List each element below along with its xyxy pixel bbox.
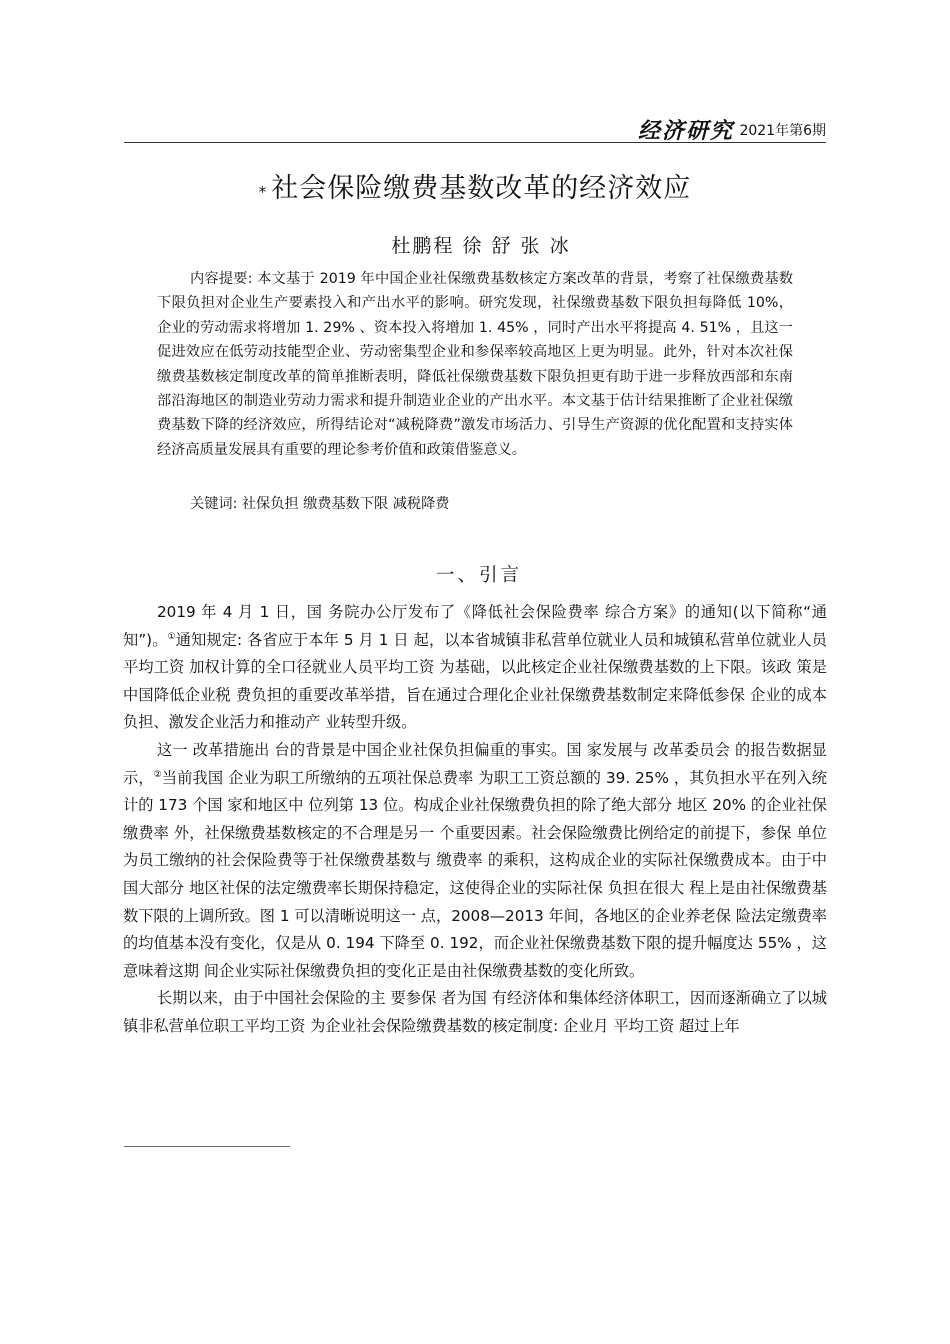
- paragraph-text: 长期以来，由于中国社会保险的主 要参保 者为国 有经济体和集体经济体职工，因而逐渐确立了以城镇非私营单位职工平均工资 为企业社会保险缴费基数的核定制度: 企业月 平均工资 超过上年: [123, 989, 827, 1035]
- paragraph-text: 通知规定: 各省应于本年 5 月 1 日 起，以本省城镇非私营单位就业人员和城镇私营单位就业人员平均工资 加权计算的全口径就业人员平均工资 为基础，以此核定企业社保缴费基数的上下限。该政 策是中国降低企业税 费负担的重要改革举措，旨在通过合理化企业社保缴费基数制定来降低参保 企业的成本负担、激发企业活力和推动产 业转型升级。: [123, 630, 827, 732]
- article-title: [0, 166, 950, 205]
- footnote-ref: ①: [167, 631, 176, 642]
- keywords: [190, 492, 450, 516]
- abstract: [157, 267, 793, 462]
- article-title-text: 社会保险缴费基数改革的经济效应: [271, 173, 692, 204]
- keywords-text: 社保负担 缴费基数下限 减税降费: [237, 496, 450, 512]
- paragraph-text: 这一 改革措施出 台的背景是中国企业社保负担偏重的事实。国 家发展与 改革委员会 的报告数据显示，: [123, 740, 827, 787]
- paragraph: [123, 737, 827, 985]
- title-footnote-mark: *: [258, 183, 268, 201]
- abstract-label: 内容提要:: [190, 271, 253, 287]
- author-list: 杜鹏程 徐 舒 张 冰: [391, 235, 571, 257]
- paragraph: [123, 599, 827, 737]
- header-rule: [124, 142, 826, 143]
- paragraph: [123, 985, 827, 1040]
- paragraph-text: 当前我国 企业为职工所缴纳的五项社保总费率 为职工工资总额的 39. 25% ，其负担水平在列入统 计的 173 个国 家和地区中 位列第 13 位。构成企业社保缴费负担的除了绝大部分 地区 20% 的企业社保缴费率 外，社保缴费基数核定的不合理是另一 个重要因素。社会保险缴费比例给定的前提下，参保 单位为员工缴纳的社会保险费等于社保缴费基数与 缴费率 的乘积，这构成企业的实际社保缴费成本。由于中国大部分 地区社保的法定缴费率长期保持稳定，这使得企业的实际社保 负担在很大 程上是由社保缴费基数下限的上调所致。图 1 可以清晰说明这一 点，2008—2013 年间，各地区的企业养老保 险法定缴费率 的均值基本没有变化，仅是从 0. 194 下降至 0. 192，而企业社保缴费基数下限的提升幅度达 55% ，这意味着这期 间企业实际社保缴费负担的变化正是由社保缴费基数的变化所致。: [123, 768, 827, 980]
- footnote-rule: [124, 1146, 290, 1147]
- footnote-ref: ②: [153, 769, 162, 780]
- body-text: [123, 599, 827, 1041]
- running-header: [124, 112, 826, 142]
- section-heading: 一、引言: [435, 565, 522, 586]
- abstract-text: 本文基于 2019 年中国企业社保缴费基数核定方案改革的背景，考察了社保缴费基数下限负担对企业生产要素投入和产出水平的影响。研究发现，社保缴费基数下限负担每降低 10%， 企业的劳动需求将增加 1. 29% 、资本投入将增加 1. 45% ，同时产出水平将提高 4. 51% ，且这一促进效应在低劳动技能型企业、劳动密集型企业和参保率较高地区上更为明显。此外，针对本次社保缴费基数核定制度改革的简单推断表明，降低社保缴费基数下限负担更有助于进一步释放西部和东南部沿海地区的制造业劳动力需求和提升制造业企业的产出水平。本文基于估计结果推断了企业社保缴费基数下降的经济效应，所得结论对“减税降费”激发市场活力、引导生产资源的优化配置和支持实体经济高质量发展具有重要的理论参考价值和政策借鉴意义。: [157, 271, 794, 458]
- issue-label: 2021年第6期: [739, 123, 826, 139]
- journal-logo: 经济研究: [637, 118, 734, 144]
- keywords-label: 关键词:: [190, 496, 238, 512]
- paragraph-text: 2019 年 4 月 1 日，国 务院办公厅发布了《降低社会保险费率 综合方案》的通知(以下简称“通知”)。: [123, 603, 827, 649]
